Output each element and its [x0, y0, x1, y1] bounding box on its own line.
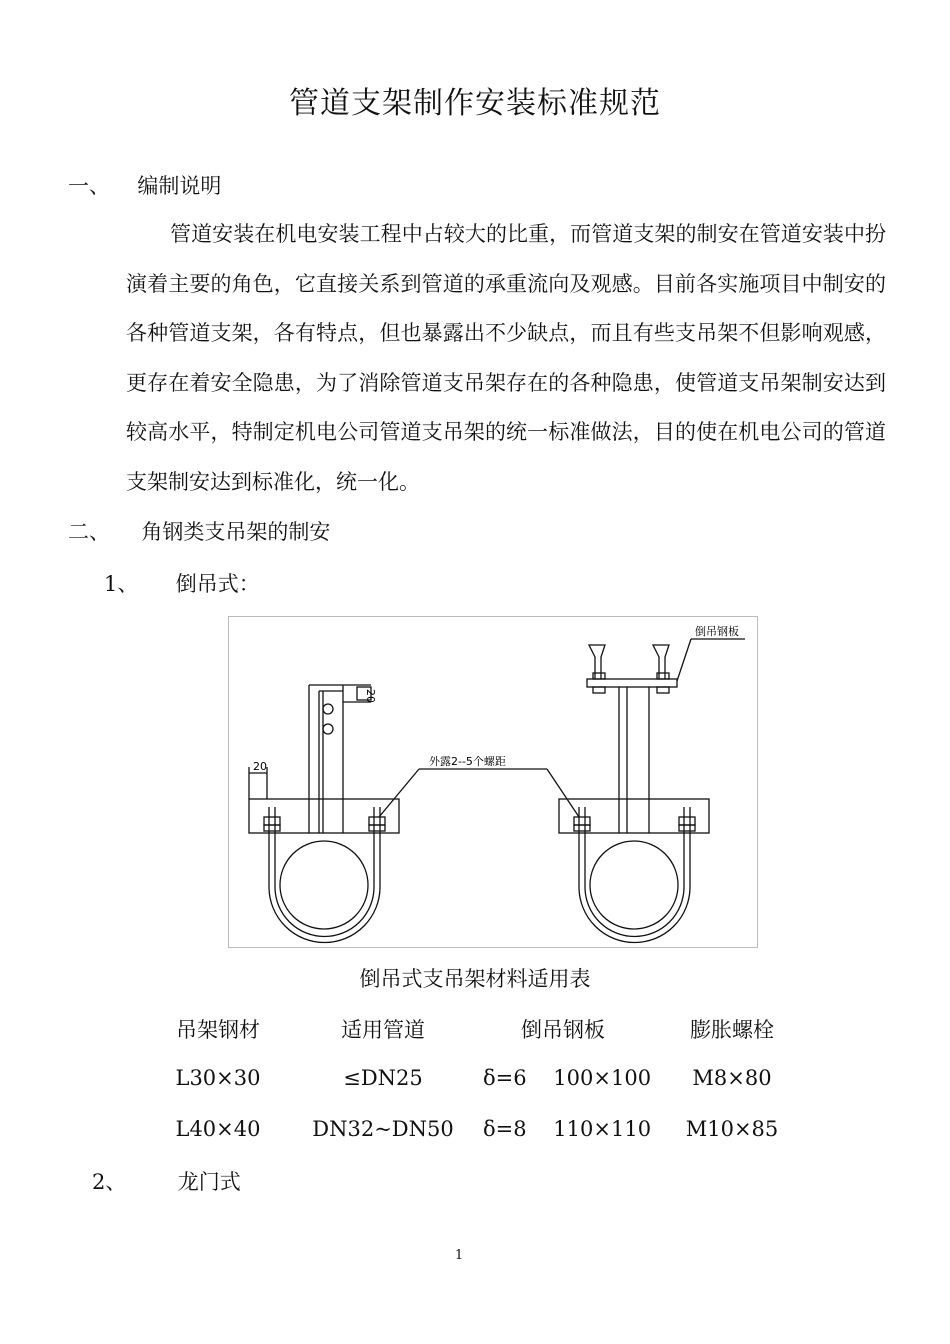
section-2-number: 二、	[68, 520, 110, 544]
table-row-1-pipe: ≤DN25	[343, 1066, 423, 1090]
label-dim-left: 20	[253, 760, 267, 773]
table-row-2-steel: L40×40	[175, 1117, 261, 1141]
subsection-2-heading	[92, 1166, 241, 1196]
table-title: 倒吊式支吊架材料适用表	[359, 967, 591, 991]
table-row-1-plate: δ=6 100×100	[483, 1066, 652, 1090]
hanger-diagram	[228, 616, 758, 948]
section-2-title: 角钢类支吊架的制安	[141, 520, 331, 544]
section-1-title: 编制说明	[137, 174, 222, 198]
section-2-heading	[68, 516, 330, 546]
document-title: 管道支架制作安装标准规范	[289, 86, 661, 121]
section-1-heading	[68, 170, 221, 200]
section-1-number: 一、	[68, 174, 110, 198]
subsection-1-number: 1、	[104, 572, 139, 596]
label-thread: 外露2--5个螺距	[429, 755, 506, 768]
label-dim-top: 20	[364, 689, 377, 703]
right-base-plate	[559, 799, 709, 833]
table-header-steel: 吊架钢材	[176, 1018, 260, 1042]
left-base-plate	[249, 799, 399, 833]
table-row-1-steel: L30×30	[175, 1066, 261, 1090]
table-row-2-bolt: M10×85	[685, 1117, 779, 1141]
intro-paragraph	[126, 210, 886, 507]
table-row-2-plate: δ=8 110×110	[483, 1117, 652, 1141]
subsection-1-heading	[104, 568, 260, 598]
table-header-bolt: 膨胀螺栓	[690, 1018, 774, 1042]
label-plate: 倒吊钢板	[695, 625, 739, 638]
table-row-1-bolt: M8×80	[692, 1066, 772, 1090]
intro-paragraph-text: 管道安装在机电安装工程中占较大的比重，而管道支架的制安在管道安装中扮演着主要的角色，它直接关系到管道的承重流向及观感。目前各实施项目中制安的各种管道支架，各有特点，但也暴露出不少缺点，而且有些支吊架不但影响观感，更存在着安全隐患，为了消除管道支吊架存在的各种隐患，使管道支吊架制安达到较高水平，特制定机电公司管道支吊架的统一标准做法，目的使在机电公司的管道支架制安达到标准化，统一化。	[126, 222, 886, 494]
subsection-2-title: 龙门式	[177, 1170, 241, 1194]
table-row-2-pipe: DN32~DN50	[312, 1117, 454, 1141]
table-header-plate: 倒吊钢板	[521, 1018, 605, 1042]
subsection-2-number: 2、	[92, 1170, 127, 1194]
table-header-pipe: 适用管道	[341, 1018, 425, 1042]
page-number: 1	[454, 1248, 464, 1263]
subsection-1-title: 倒吊式：	[175, 572, 260, 596]
